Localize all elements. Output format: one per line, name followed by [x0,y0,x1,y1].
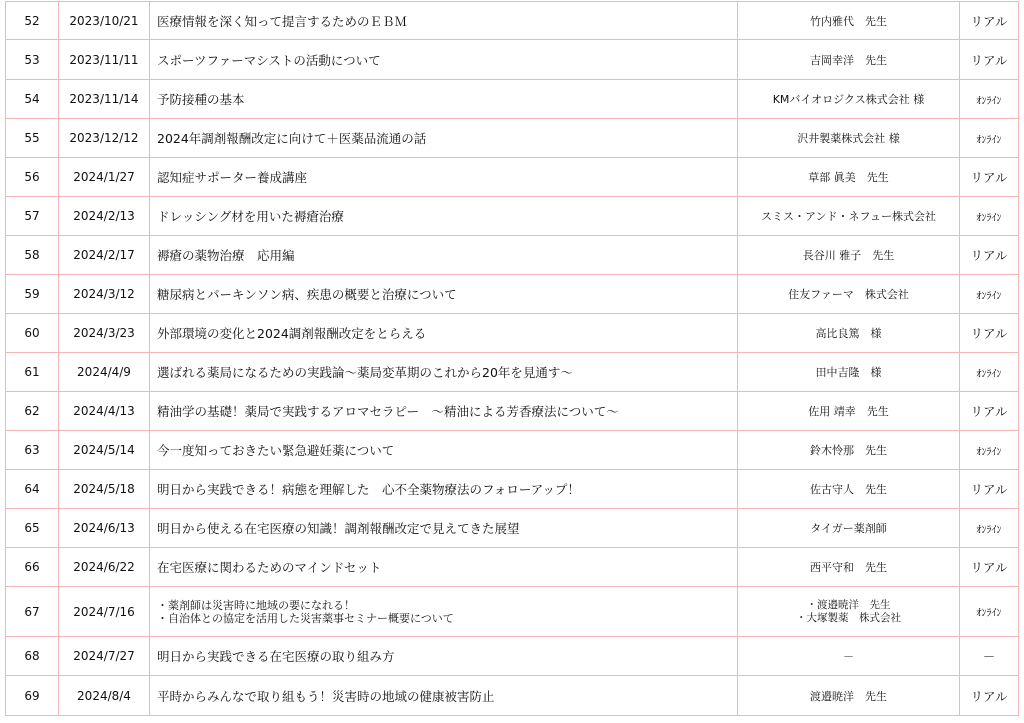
row-number: 64 [6,470,59,509]
row-lecturer [738,158,960,197]
row-title-line: 今一度知っておきたい緊急避妊薬について [157,443,395,458]
row-title-line: 医療情報を深く知って提言するためのＥＢＭ [157,13,408,29]
row-lecturer [738,119,960,158]
row-lecturer [738,80,960,119]
row-lecturer [738,637,960,676]
row-format: リアル [960,676,1019,716]
row-title-line: 2024年調剤報酬改定に向けて＋医薬品流通の話 [157,131,427,146]
row-lecturer [738,275,960,314]
table-row [6,275,1019,314]
row-format: リアル [960,158,1019,197]
row-date: 2023/11/11 [59,40,150,80]
row-lecturer [738,236,960,275]
row-title-line: 明日から実践できる！病態を理解した 心不全薬物療法のフォローアップ！ [157,482,580,497]
row-title [150,2,738,40]
row-lecturer-line: 田中吉隆 様 [815,366,882,379]
row-format: ｵﾝﾗｲﾝ [960,119,1019,158]
table-row [6,587,1019,637]
row-title-line: ・自治体との協定を活用した災害薬事セミナー概要について [157,611,454,625]
row-title-line: 精油学の基礎！薬局で実践するアロマセラピー ～精油による芳香療法について～ [157,404,619,419]
row-lecturer [738,314,960,353]
table-row [6,197,1019,236]
row-title-line: ・薬剤師は災害時に地域の要になれる！ [157,598,355,612]
row-lecturer-line: 沢井製薬株式会社 様 [797,132,900,145]
row-format: リアル [960,236,1019,275]
row-date: 2024/3/12 [59,275,150,314]
row-lecturer-line: タイガー薬剤師 [810,522,887,535]
row-number: 53 [6,40,59,80]
row-lecturer-line: 鈴木怜那 先生 [810,444,887,457]
row-format: ｵﾝﾗｲﾝ [960,353,1019,392]
row-format: ｵﾝﾗｲﾝ [960,80,1019,119]
row-title-line: 明日から使える在宅医療の知識！調剤報酬改定で見えてきた展望 [157,521,520,536]
row-lecturer-line: 住友ファーマ 株式会社 [788,288,909,301]
row-lecturer-line: 草部 眞美 先生 [808,171,889,184]
row-format: ｵﾝﾗｲﾝ [960,197,1019,236]
row-lecturer-line: 佐古守人 先生 [810,483,887,496]
row-title [150,158,738,197]
row-date: 2024/1/27 [59,158,150,197]
row-number: 54 [6,80,59,119]
table-row [6,353,1019,392]
row-date: 2024/4/13 [59,392,150,431]
row-title [150,80,738,119]
row-lecturer-line: ・大塚製薬 株式会社 [796,611,901,624]
row-format: ｵﾝﾗｲﾝ [960,431,1019,470]
row-format: リアル [960,2,1019,40]
row-format: リアル [960,470,1019,509]
row-date: 2024/5/14 [59,431,150,470]
row-title-line: 選ばれる薬局になるための実践論～薬局変革期のこれから20年を見通す～ [157,365,573,380]
row-date: 2024/8/4 [59,676,150,716]
row-format: ｵﾝﾗｲﾝ [960,587,1019,637]
row-title-line: 明日から実践できる在宅医療の取り組み方 [157,649,395,664]
row-lecturer-line: 西平守和 先生 [810,561,887,574]
row-lecturer-line: 竹内雅代 先生 [810,14,887,28]
row-title-line: 在宅医療に関わるためのマインドセット [157,560,382,575]
row-number: 60 [6,314,59,353]
row-lecturer-line: スミス・アンド・ネフュー株式会社 [760,210,936,223]
row-number: 55 [6,119,59,158]
row-date: 2024/4/9 [59,353,150,392]
row-lecturer-line: KMバイオロジクス株式会社 様 [772,93,925,106]
row-format: － [960,637,1019,676]
row-title-line: 予防接種の基本 [157,92,245,107]
row-lecturer-line: 吉岡幸洋 先生 [810,53,887,67]
row-lecturer-line: 高比良篤 様 [815,327,882,340]
row-title [150,314,738,353]
row-format: ｵﾝﾗｲﾝ [960,509,1019,548]
table-row [6,80,1019,119]
row-number: 58 [6,236,59,275]
row-number: 68 [6,637,59,676]
row-date: 2024/6/22 [59,548,150,587]
row-lecturer-line: 佐用 靖幸 先生 [808,405,889,418]
table-row [6,637,1019,676]
table-row [6,119,1019,158]
table-row [6,548,1019,587]
row-number: 52 [6,2,59,40]
row-title [150,236,738,275]
row-lecturer-line: 渡邉暁洋 先生 [810,689,887,703]
table-row [6,158,1019,197]
row-number: 57 [6,197,59,236]
row-lecturer-line: ・渡邉暁洋 先生 [806,598,891,611]
row-format: リアル [960,314,1019,353]
table-row [6,40,1019,80]
row-lecturer [738,2,960,40]
row-lecturer [738,392,960,431]
row-title [150,548,738,587]
table-row [6,431,1019,470]
row-title-line: ドレッシング材を用いた褥瘡治療 [157,209,344,224]
row-date: 2023/12/12 [59,119,150,158]
row-title [150,197,738,236]
row-title [150,392,738,431]
row-number: 67 [6,587,59,637]
table-row [6,470,1019,509]
row-title [150,40,738,80]
row-lecturer-line: 長谷川 雅子 先生 [802,249,895,262]
table-row [6,2,1019,40]
row-title-line: 平時からみんなで取り組もう！災害時の地域の健康被害防止 [157,688,495,704]
row-lecturer [738,587,960,637]
row-number: 63 [6,431,59,470]
row-number: 59 [6,275,59,314]
row-number: 62 [6,392,59,431]
row-format: リアル [960,548,1019,587]
row-lecturer [738,431,960,470]
row-number: 65 [6,509,59,548]
row-title-line: スポーツファーマシストの活動について [157,52,381,68]
row-date: 2023/10/21 [59,2,150,40]
row-title [150,353,738,392]
row-lecturer [738,676,960,716]
table-row [6,236,1019,275]
row-format: リアル [960,392,1019,431]
row-title-line: 認知症サポーター養成講座 [157,170,308,185]
row-date: 2024/7/16 [59,587,150,637]
seminar-table-body [6,2,1019,716]
row-title [150,119,738,158]
table-row [6,509,1019,548]
row-date: 2024/5/18 [59,470,150,509]
row-date: 2023/11/14 [59,80,150,119]
table-row [6,676,1019,716]
row-date: 2024/7/27 [59,637,150,676]
row-date: 2024/2/13 [59,197,150,236]
row-title [150,637,738,676]
row-number: 61 [6,353,59,392]
row-lecturer [738,509,960,548]
row-title [150,509,738,548]
row-title [150,587,738,637]
row-number: 56 [6,158,59,197]
row-date: 2024/3/23 [59,314,150,353]
row-format: リアル [960,40,1019,80]
row-lecturer [738,470,960,509]
seminar-table [5,1,1019,716]
table-row [6,392,1019,431]
row-lecturer [738,197,960,236]
row-title [150,275,738,314]
row-date: 2024/2/17 [59,236,150,275]
row-lecturer [738,548,960,587]
row-title-line: 褥瘡の薬物治療 応用編 [157,248,295,263]
table-row [6,314,1019,353]
row-number: 66 [6,548,59,587]
row-lecturer [738,40,960,80]
row-format: ｵﾝﾗｲﾝ [960,275,1019,314]
row-lecturer-line: － [843,650,854,663]
row-lecturer [738,353,960,392]
row-date: 2024/6/13 [59,509,150,548]
row-title-line: 外部環境の変化と2024調剤報酬改定をとらえる [157,326,427,341]
row-title [150,431,738,470]
row-title [150,470,738,509]
row-number: 69 [6,676,59,716]
row-title [150,676,738,716]
row-title-line: 糖尿病とパーキンソン病、疾患の概要と治療について [157,287,457,302]
